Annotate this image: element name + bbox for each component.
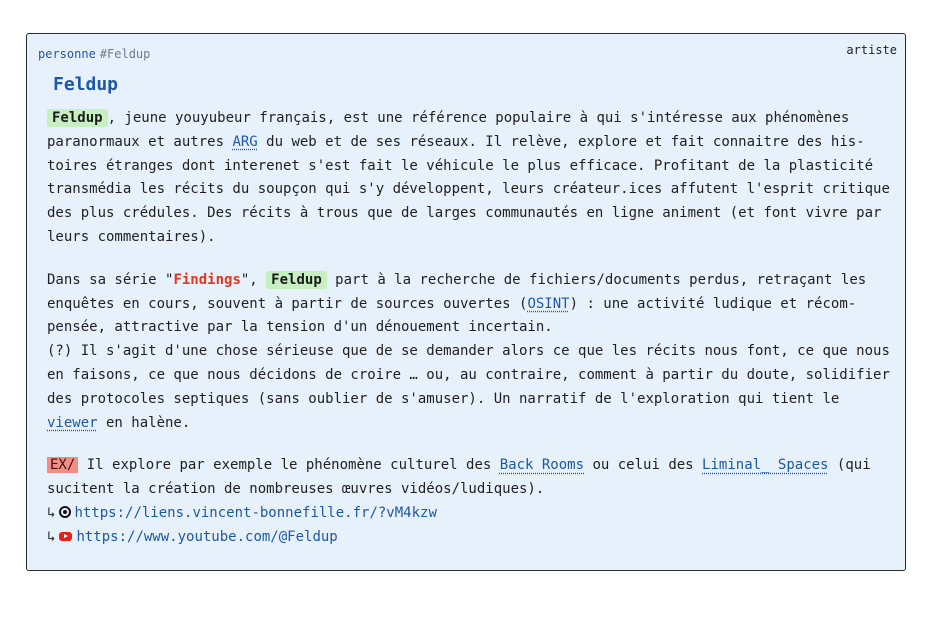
- paragraph-intro: [47, 107, 893, 250]
- return-arrow-icon: ↳: [47, 504, 56, 521]
- text: part à la recherche de fichiers/documents perdus, retraçant les enquêtes en cours, souvent à partir de sources ouvertes (: [47, 271, 867, 312]
- ex-badge: EX/: [47, 457, 78, 473]
- card-title: Feldup: [53, 74, 119, 95]
- text: en halène.: [97, 414, 191, 431]
- text: , jeune youyubeur français, est une référence populaire à qui s'intéresse aux phénomènes paranormaux et autres: [47, 110, 850, 150]
- series-name: Findings: [173, 271, 241, 288]
- text: ) : une activité ludique et récompensée, attractive par la tension d'un dénouement incertain.: [47, 295, 857, 336]
- youtube-icon: [59, 532, 72, 541]
- paragraph-findings: [47, 269, 893, 436]
- name-highlight: Feldup: [266, 271, 327, 289]
- link-osint[interactable]: OSINT: [527, 295, 570, 312]
- return-arrow-icon: ↳: [47, 528, 56, 545]
- link-liminal-spaces[interactable]: Liminal_ Spaces: [702, 457, 829, 474]
- name-highlight: Feldup: [47, 109, 108, 127]
- card-role: artiste: [846, 43, 897, 57]
- target-circle-icon: [59, 506, 71, 518]
- text: (qui sucitent la création de nombreuses œuvres vidéos/ludiques).: [47, 457, 871, 498]
- link-row-1: [47, 502, 893, 526]
- card-content: [47, 107, 893, 550]
- card-meta: [38, 47, 150, 61]
- text: Dans sa série ": [47, 271, 174, 288]
- text: (?) Il s'agit d'une chose sérieuse que de se demander alors ce que les récits nous font, ce que nous en faisons, ce que nous décidons de croire … ou, au contraire, comment à partir du doute, solidifier des protocoles septiques (sans oublier de s'amuser). Un narratif de l'exploration qui tient le: [47, 343, 890, 407]
- link-row-2: [47, 526, 893, 550]
- text: du web et de ses réseaux. Il relève, explore et fait connaitre des histoires étranges dont interenet s'est fait le véhicule le plus efficace. Profitant de la plasticité transmédia les récits du soupçon qui s'y développent, leurs créateur.ices affutent l'esprit critique des plus crédules. Des récits à trous que de larges communautés en ligne animent (et font vivre par leurs commentaires).: [47, 133, 890, 245]
- link-back-rooms[interactable]: Back Rooms: [499, 457, 585, 474]
- paragraph-example: [47, 454, 893, 549]
- text: Il explore par exemple le phénomène culturel des: [78, 457, 500, 474]
- link-viewer[interactable]: viewer: [47, 414, 98, 431]
- link-arg[interactable]: ARG: [232, 133, 258, 150]
- url-link-1[interactable]: https://liens.vincent-bonnefille.fr/?vM4kzw: [74, 504, 437, 521]
- url-link-2[interactable]: https://www.youtube.com/@Feldup: [76, 528, 338, 545]
- text: ou celui des: [584, 457, 703, 474]
- person-card: [26, 33, 906, 571]
- text: ",: [240, 271, 267, 288]
- card-type: personne: [38, 47, 96, 61]
- card-tag[interactable]: #Feldup: [99, 47, 151, 61]
